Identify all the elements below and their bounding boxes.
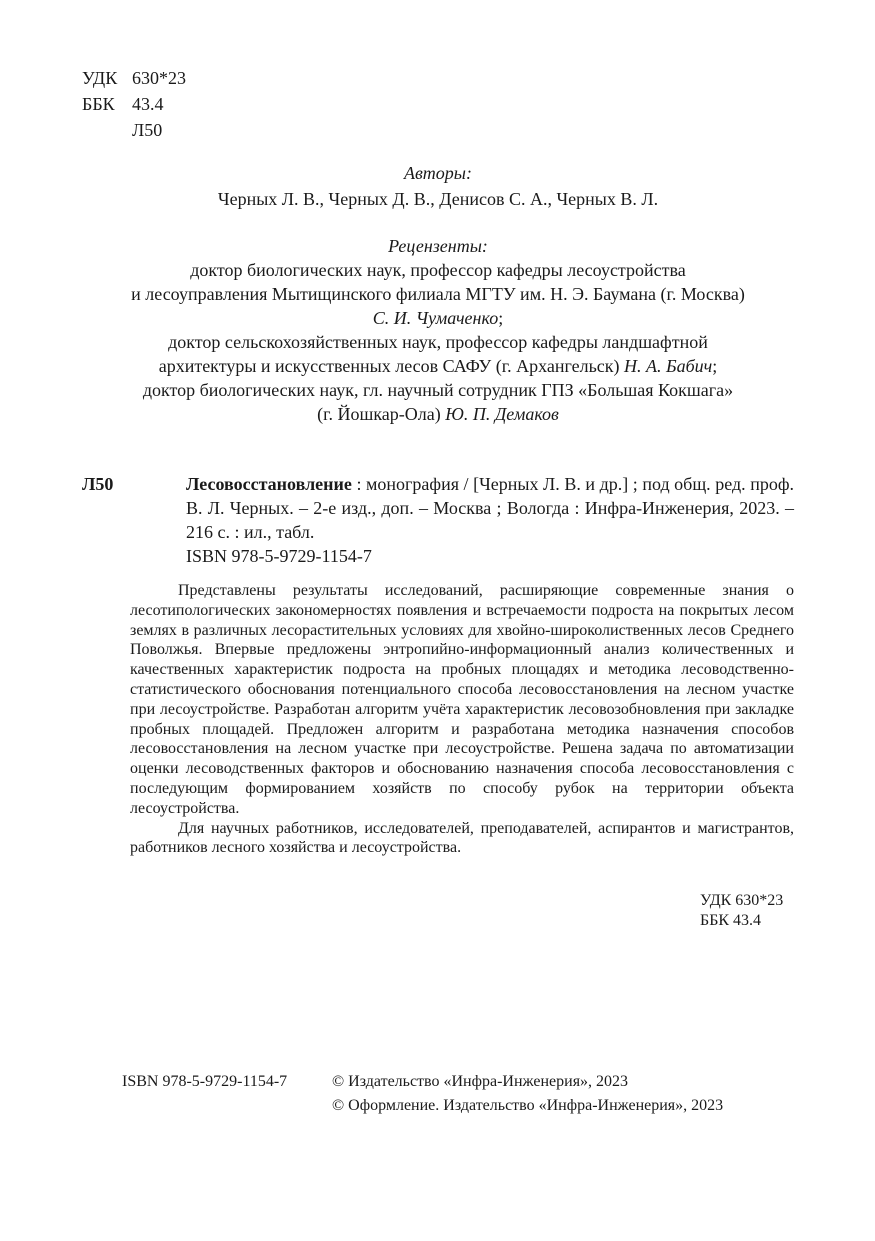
book-description: : монография / [Черных Л. В. и др.] ; под общ. ред. проф. В. Л. Черных. – 2-е изд., доп. – Москва ; Вологда : Инфра-Инженерия, 2023. – 216 с. : ил., табл. bbox=[186, 474, 794, 542]
right-classification-codes bbox=[700, 891, 783, 931]
reviewers-heading: Рецензенты: bbox=[388, 236, 488, 256]
bbk-label: ББК bbox=[82, 94, 115, 114]
right-bbk: ББК 43.4 bbox=[700, 912, 762, 929]
bibliographic-description bbox=[186, 472, 794, 568]
copyright-publisher: © Издательство «Инфра-Инженерия», 2023 bbox=[332, 1073, 629, 1090]
authors-names: Черных Л. В., Черных Д. В., Денисов С. А., Черных В. Л. bbox=[217, 189, 659, 209]
reviewer-3-line-1: доктор биологических наук, гл. научный сотрудник ГПЗ «Большая Кокшага» bbox=[142, 380, 734, 400]
reviewer-2-line-1: доктор сельскохозяйственных наук, профессор кафедры ландшафтной bbox=[168, 332, 708, 352]
author-sign-line bbox=[82, 118, 186, 144]
reviewer-1-name-line: С. И. Чумаченко; bbox=[372, 308, 504, 328]
bbk-line bbox=[82, 92, 186, 118]
authors-heading: Авторы: bbox=[404, 163, 472, 183]
reviewer-3-name: Ю. П. Демаков bbox=[445, 404, 559, 424]
copyright-block bbox=[332, 1072, 723, 1120]
udk-value: 630*23 bbox=[132, 68, 186, 88]
reviewer-3-line-2: (г. Йошкар-Ола) Ю. П. Демаков bbox=[317, 404, 559, 424]
author-sign: Л50 bbox=[132, 120, 163, 140]
classification-codes bbox=[82, 66, 186, 144]
udk-label: УДК bbox=[82, 68, 118, 88]
reviewer-1-line-1: доктор биологических наук, профессор кафедры лесоустройства bbox=[190, 260, 686, 280]
annotation-paragraph-2: Для научных работников, исследователей, преподавателей, аспирантов и магистрантов, работников лесного хозяйства и лесоустройства. bbox=[130, 819, 794, 857]
reviewer-2-name: Н. А. Бабич bbox=[624, 356, 713, 376]
annotation-paragraph-1: Представлены результаты исследований, расширяющие современные знания о лесотипологических закономерностях появления и встречаемости подроста на покрытых лесом землях в различных лесорастительных условиях для хвойно-широколиственных лесов Среднего Поволжья. Впервые предложены энтропийно-информационный анализ количественных и качественных характеристик подроста на пробных площадях и методика лесоводственно-статистического обоснования потенциального способа лесовосстановления на лесном участке при лесоустройстве. Разработан алгоритм учёта характеристик лесовозобновления при закладке пробных площадей. Предложен алгоритм и разработана методика назначения способов лесовосстановления на лесном участке при лесоустройстве. Решена задача по автоматизации оценки лесоводственных факторов и обоснованию назначения способа лесовосстановления с последующим формированием хозяйств по способу рубок на территории объекта лесоустройства. bbox=[130, 582, 794, 817]
bibliographic-code: Л50 bbox=[82, 474, 114, 494]
reviewer-1-line-2: и лесоуправления Мытищинского филиала МГТУ им. Н. Э. Баумана (г. Москва) bbox=[131, 284, 745, 304]
book-title: Лесовосстановление bbox=[186, 474, 352, 494]
right-udk: УДК 630*23 bbox=[700, 892, 784, 909]
footer-isbn: ISBN 978-5-9729-1154-7 bbox=[122, 1073, 288, 1090]
copyright-design: © Оформление. Издательство «Инфра-Инженерия», 2023 bbox=[332, 1097, 724, 1114]
bibliographic-isbn: ISBN 978-5-9729-1154-7 bbox=[186, 546, 372, 566]
bbk-value: 43.4 bbox=[132, 94, 164, 114]
reviewer-1-name: С. И. Чумаченко bbox=[372, 308, 499, 328]
reviewer-2-line-2: архитектуры и искусственных лесов САФУ (г. Архангельск) Н. А. Бабич; bbox=[158, 356, 718, 376]
bibliographic-record bbox=[82, 472, 794, 568]
udk-line bbox=[82, 66, 186, 92]
annotation bbox=[130, 581, 794, 858]
